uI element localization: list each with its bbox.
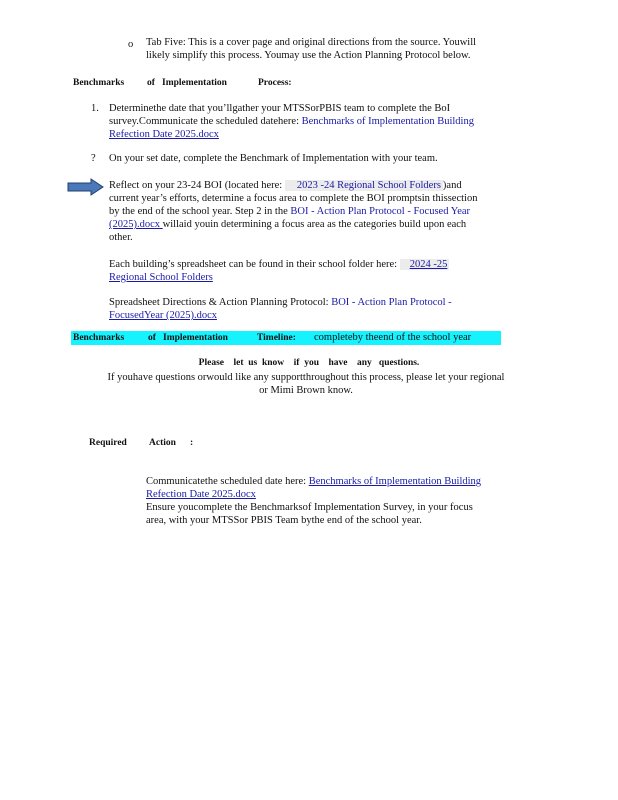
tab-five-line: likely simplify this process. Youmay use the Action Planning Protocol below.	[146, 50, 471, 61]
timeline-highlight-bar	[71, 331, 501, 345]
reflect-line	[109, 205, 539, 218]
action-plan-protocol-link[interactable]: BOI - Action Plan Protocol -	[331, 297, 452, 308]
questions-line: or Mimi Brown know.	[259, 385, 353, 396]
spreadsheet-paragraph	[109, 258, 539, 284]
timeline-word: Benchmarks	[73, 333, 125, 343]
regional-folders-link-2023[interactable]: 2023 -24 Regional School Folders	[285, 180, 443, 191]
directions-paragraph	[109, 296, 539, 322]
action-plan-protocol-link[interactable]: FocusedYear (2025).docx	[109, 310, 217, 321]
reflect-line: other.	[109, 232, 133, 243]
boi-date-link[interactable]: Refection Date 2025.docx	[146, 489, 256, 500]
reflect-paragraph	[109, 179, 539, 244]
questions-heading: Please let us know if you have any questions.	[198, 358, 420, 368]
boi-date-link[interactable]: Benchmarks of Implementation Building	[308, 476, 482, 487]
action-plan-protocol-link[interactable]: (2025).docx	[109, 219, 163, 230]
action-line: area, with your MTSSor PBIS Team bythe end of the school year.	[146, 515, 422, 526]
heading-word: Implementation	[162, 78, 227, 88]
heading-word: Benchmarks	[73, 78, 125, 88]
step-bullet: ?	[91, 153, 96, 164]
tab-five-line: Tab Five: This is a cover page and original directions from the source. Youwill	[146, 37, 477, 48]
right-arrow-icon	[67, 178, 105, 196]
step2-text: On your set date, complete the Benchmark of Implementation with your team.	[109, 153, 438, 164]
action-line: Ensure youcomplete the Benchmarksof Implementation Survey, in your focus	[146, 502, 473, 513]
regional-folders-link-text[interactable]: 2024 -25	[409, 259, 448, 270]
action-text: Communicatethe scheduled date here:	[146, 476, 309, 487]
step1-paragraph	[109, 102, 539, 141]
questions-line: If youhave questions orwould like any supportthroughout this process, please let your regional	[107, 372, 505, 383]
action-plan-protocol-link[interactable]: BOI - Action Plan Protocol - Focused Year	[290, 206, 471, 217]
action-line	[146, 475, 546, 488]
required-action-word: :	[190, 438, 194, 448]
reflect-text: by the end of the school year. Step 2 in the	[109, 206, 291, 217]
regional-folders-link-2024[interactable]	[400, 259, 450, 270]
regional-folders-link-2024[interactable]: Regional School Folders	[109, 272, 213, 283]
reflect-line	[109, 179, 539, 192]
timeline-text: completeby theend of the school year	[314, 332, 472, 343]
spreadsheet-text: Each building’s spreadsheet can be found in their school folder here:	[109, 259, 400, 270]
questions-paragraph	[71, 371, 541, 397]
boi-date-link[interactable]: Benchmarks of Implementation Building	[301, 116, 474, 127]
spreadsheet-line	[109, 258, 539, 271]
timeline-word: of	[148, 333, 156, 343]
boi-date-link[interactable]: Refection Date 2025.docx	[109, 129, 219, 140]
bullet-circle: o	[128, 39, 134, 50]
required-action-word: Required	[89, 438, 127, 448]
reflect-text: )and	[442, 180, 462, 191]
reflect-text: willaid youin determining a focus area as the categories build upon each	[162, 219, 467, 230]
reflect-line: current year’s efforts, determine a focus area to complete the BOI promptsin thissection	[109, 193, 478, 204]
timeline-word: Timeline:	[257, 333, 296, 343]
step-number: 1.	[91, 103, 99, 114]
required-action-word: Action	[149, 438, 176, 448]
directions-text: Spreadsheet Directions & Action Planning Protocol:	[109, 297, 332, 308]
reflect-text: Reflect on your 23-24 BOI (located here:	[109, 180, 285, 191]
step1-line	[109, 115, 539, 128]
heading-word: of	[147, 78, 155, 88]
directions-line	[109, 296, 539, 309]
step1-line: Determinethe date that you’llgather your MTSSorPBIS team to complete the BoI	[109, 103, 451, 114]
heading-word: Process:	[258, 78, 292, 88]
reflect-line	[109, 218, 539, 231]
timeline-word: Implementation	[163, 333, 228, 343]
step1-text: survey.Communicate the scheduled datehere:	[109, 116, 302, 127]
action-item	[146, 501, 546, 527]
action-item	[146, 475, 546, 501]
tab-five-paragraph	[146, 36, 528, 62]
